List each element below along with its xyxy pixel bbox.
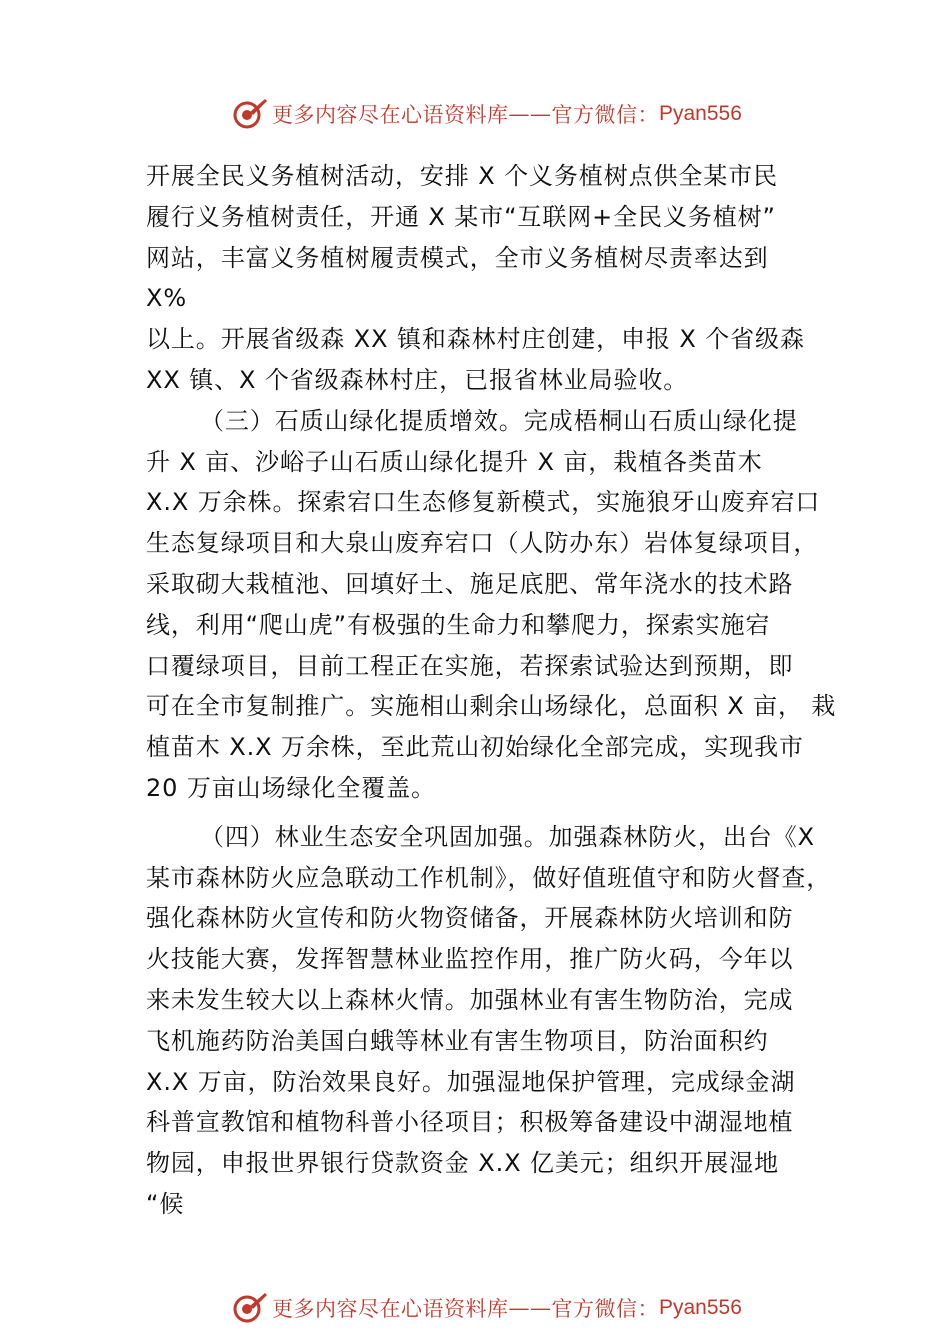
text-line: 物园，申报世界银行贷款资金 X.X 亿美元；组织开展湿地 xyxy=(146,1149,779,1178)
text-line: 科普宣教馆和植物科普小径项目；积极筹备建设中湖湿地植 xyxy=(146,1108,794,1137)
text-line: 飞机施药防治美国白蛾等林业有害生物项目，防治面积约 xyxy=(146,1026,769,1055)
text-line: 植苗木 X.X 万余株，至此荒山初始绿化全部完成，实现我市 xyxy=(146,733,804,762)
text-line: 强化森林防火宣传和防火物资储备，开展森林防火培训和防 xyxy=(146,904,794,933)
text-line: 以上。开展省级森 XX 镇和森林村庄创建，申报 X 个省级森 xyxy=(146,325,805,354)
text-line: 火技能大赛，发挥智慧林业监控作用，推广防火码，今年以 xyxy=(146,945,794,974)
text-line: 来未发生较大以上森林火情。加强林业有害生物防治，完成 xyxy=(146,985,794,1014)
body-text xyxy=(146,156,837,1225)
banner-dash: —— xyxy=(508,1296,552,1320)
text-line: X% xyxy=(146,284,188,313)
banner-wechat-id: Pyan556 xyxy=(659,1296,742,1319)
text-line: 履行义务植树责任，开通 X 某市“互联网+全民义务植树” xyxy=(146,202,776,231)
text-line: 口覆绿项目，目前工程正在实施，若探索试验达到预期，即 xyxy=(146,651,794,680)
banner-dash: —— xyxy=(508,102,552,126)
text-line: 开展全民义务植树活动，安排 X 个义务植树点供全某市民 xyxy=(146,162,778,190)
banner-wechat-label: 官方微信： xyxy=(551,103,659,127)
banner-wechat-label: 官方微信： xyxy=(551,1297,659,1321)
header-banner[interactable] xyxy=(232,96,742,132)
text-line: 某市森林防火应急联动工作机制》，做好值班值守和防火督查， xyxy=(146,863,832,892)
footer-banner[interactable] xyxy=(232,1290,742,1326)
text-line: 网站，丰富义务植树履责模式，全市义务植树尽责率达到 xyxy=(146,243,769,272)
pen-logo-icon xyxy=(232,1290,268,1326)
text-line: 生态复绿项目和大泉山废弃宕口（人防办东）岩体复绿项目， xyxy=(146,529,819,558)
banner-site-text: 更多内容尽在心语资料库 xyxy=(272,1297,509,1321)
banner-wechat-id: Pyan556 xyxy=(659,102,742,125)
text-line: X.X 万余株。探索宕口生态修复新模式，实施狼牙山废弃宕口 xyxy=(146,488,821,517)
text-line: X.X 万亩，防治效果良好。加强湿地保护管理，完成绿金湖 xyxy=(146,1067,796,1096)
banner-site-text: 更多内容尽在心语资料库 xyxy=(272,103,509,127)
pen-logo-icon xyxy=(232,96,268,132)
text-line: “候 xyxy=(146,1189,185,1218)
section-heading-line: （四）林业生态安全巩固加强。加强森林防火，出台《X xyxy=(200,822,815,851)
text-line: 可在全市复制推广。实施相山剩余山场绿化，总面积 X 亩， 栽 xyxy=(146,692,837,721)
text-line: 采取砌大栽植池、回填好土、施足底肥、常年浇水的技术路 xyxy=(146,569,794,598)
text-line: 线，利用“爬山虎”有极强的生命力和攀爬力，探索实施宕 xyxy=(146,610,771,639)
text-line: 20 万亩山场绿化全覆盖。 xyxy=(146,773,436,802)
text-line: 升 X 亩、沙峪子山石质山绿化提升 X 亩，栽植各类苗木 xyxy=(146,447,763,476)
section-heading-line: （三）石质山绿化提质增效。完成梧桐山石质山绿化提 xyxy=(200,406,798,435)
text-line: XX 镇、X 个省级森林村庄，已报省林业局验收。 xyxy=(146,365,689,394)
